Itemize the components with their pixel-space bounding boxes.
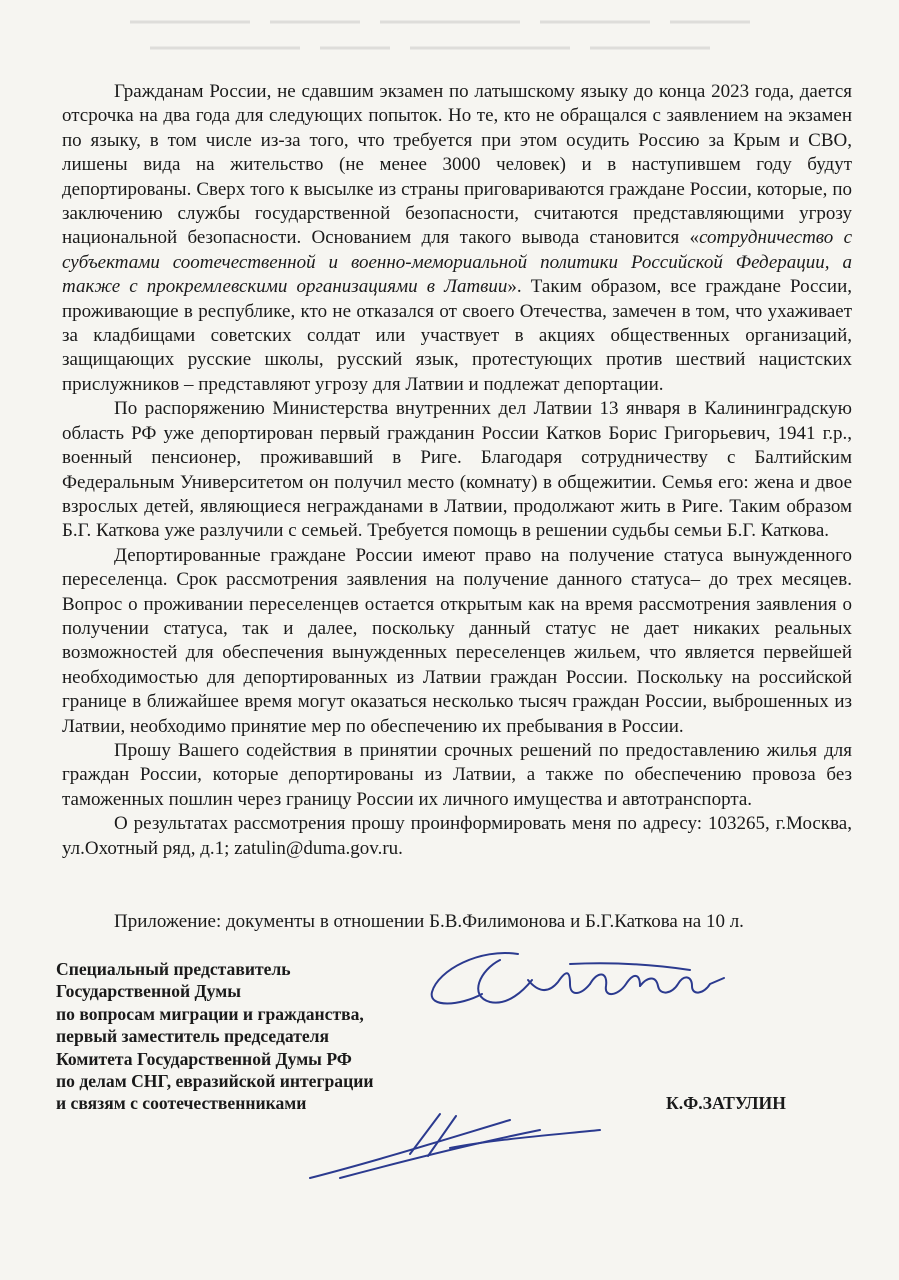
paragraph-text: ». Таким образом, все граждане России, проживающие в республике, кто не отказался от своего Отечества, замечен в том, что ухаживает за кладбищами советских солдат или участвует в акциях общественных организаций, защищающих русские школы, русский язык, протестующих против шествий нацистских прислужников – представляют угрозу для Латвии и подлежат депортации. (62, 276, 852, 395)
signatory-title-line: и связям с соотечественниками (56, 1093, 307, 1114)
signatory-title-line: Комитета Государственной Думы РФ (56, 1048, 352, 1069)
paragraph-text: Депортированные граждане России имеют право на получение статуса вынужденного переселенца. Срок рассмотрения заявления на получение данного статуса– до трех месяцев. Вопрос о проживании переселенцев остается открытым как на время рассмотрения заявления о получении статуса, так и далее, поскольку данный статус не дает никаких реальных возможностей для обеспечения вынужденных переселенцев жильем, что является первейшей необходимостью для депортированных из Латвии граждан России. Поскольку на российской границе в ближайшее время могут оказаться несколько тысяч граждан России, выброшенных из Латвии, необходимо принятие мер по обеспечению их пребывания в России. (62, 544, 852, 737)
paragraph (62, 80, 852, 397)
signatory-title (56, 958, 456, 1115)
signatory-title-line: первый заместитель председателя (56, 1026, 330, 1047)
signature-flourish (300, 1108, 620, 1188)
paragraph (62, 397, 852, 543)
paragraph-text: Прошу Вашего содействия в принятии срочных решений по предоставлению жилья для граждан России, которые депортированы из Латвии, а также по обеспечению провоза без таможенных пошлин через границу России их личного имущества и автотранспорта. (62, 739, 852, 810)
paragraph-text: О результатах рассмотрения прошу проинформировать меня по адресу: 103265, г.Москва, ул.Охотный ряд, д.1; zatulin@duma.gov.ru. (62, 813, 852, 859)
paragraph (62, 544, 852, 739)
paragraph-text: По распоряжению Министерства внутренних дел Латвии 13 января в Калининградскую область РФ уже депортирован первый гражданин России Катков Борис Григорьевич, 1941 г.р., военный пенсионер, проживавший в Риге. Благодаря сотрудничеству с Балтийским Федеральным Университетом он получил место (комнату) в общежитии. Семья его: жена и двое взрослых детей, являющиеся негражданами в Латвии, продолжают жить в Риге. Таким образом Б.Г. Каткова уже разлучили с семьей. Требуется помощь в решении судьбы семьи Б.Г. Каткова. (62, 398, 852, 542)
signatory-title-line: Государственной Думы (56, 981, 241, 1002)
quote-text: сотрудничество с субъектами соотечественной и военно-мемориальной политики Российской Федерации, а также с прокремлевскими организациями в Латвии (62, 227, 852, 298)
signatory-title-line: Специальный представитель (56, 959, 291, 979)
bleed-through-text (90, 0, 790, 70)
signatory-title-line: по делам СНГ, евразийской интеграции (56, 1071, 374, 1092)
handwritten-signature (420, 940, 740, 1030)
signatory-title-line: по вопросам миграции и гражданства, (56, 1003, 364, 1024)
attachment-note: Приложение: документы в отношении Б.В.Филимонова и Б.Г.Каткова на 10 л. (114, 911, 744, 932)
signatory-name: К.Ф.ЗАТУЛИН (666, 1093, 786, 1113)
paragraph (62, 812, 852, 861)
paragraph-text: Гражданам России, не сдавшим экзамен по латышскому языку до конца 2023 года, дается отсрочка на два года для следующих попыток. Но те, кто не обращался с заявлением на экзамен по языку, в том числе из-за того, что требуется при этом осудить Россию за Крым и СВО, лишены вида на жительство (не менее 3000 человек) и в наступившем году будут депортированы. Сверх того к высылке из страны приговариваются граждане России, которые, по заключению службы государственной безопасности, считаются представляющими угрозу национальной безопасности. Основанием для такого вывода становится « (62, 81, 852, 249)
letter-body (62, 80, 852, 861)
paragraph (62, 739, 852, 812)
